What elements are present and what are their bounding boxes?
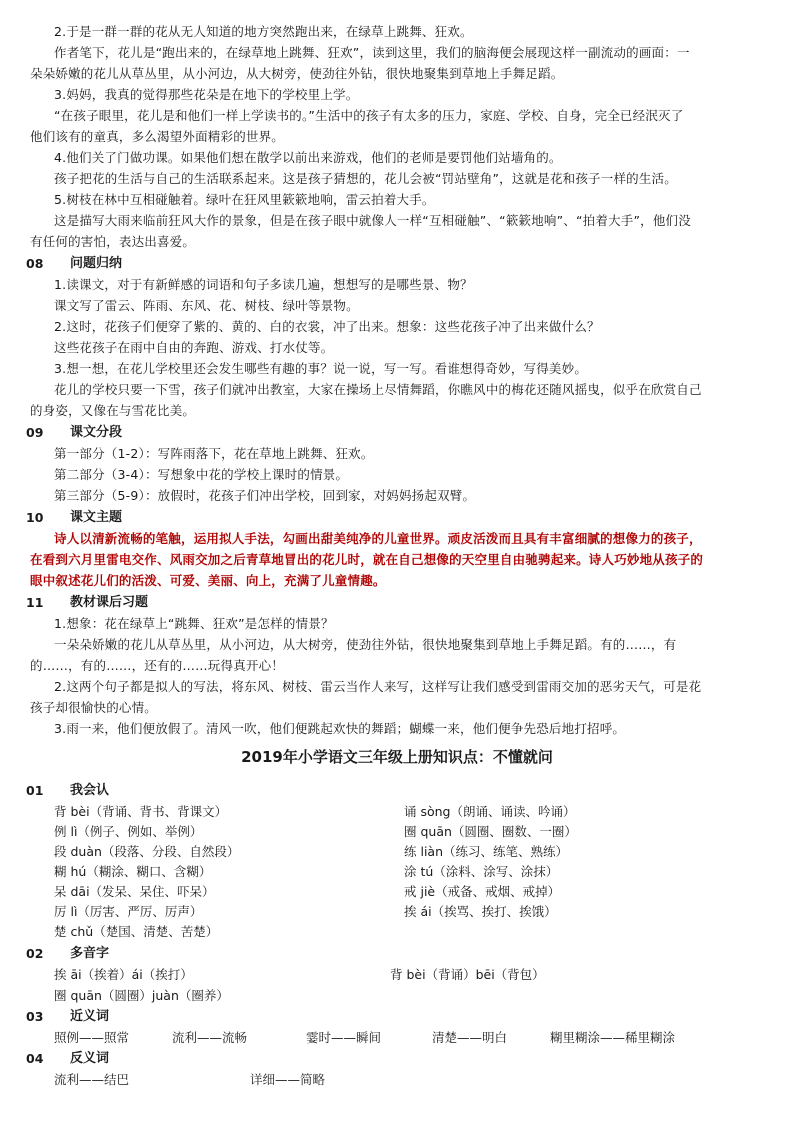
text-line: 孩子却很愉快的心情。: [30, 700, 158, 715]
char-item: 戒 jiè（戒备、戒烟、戒掉）: [404, 884, 561, 899]
text-line: 作者笔下，花儿是“跑出来的，在绿草地上跳舞、狂欢”，读到这里，我们的脑海便会展现这样一副流动的画面：一: [54, 45, 690, 60]
section-number: 02: [26, 946, 44, 961]
char-item: 例 lì（例子、例如、举例）: [54, 824, 203, 839]
char-item: 楚 chǔ（楚国、清楚、苦楚）: [54, 924, 219, 939]
section-heading: 近义词: [70, 1009, 110, 1024]
section-heading: 问题归纳: [70, 256, 123, 271]
text-line: 孩子把花的生活与自己的生活联系起来。这是孩子猜想的，花儿会被“罚站壁角”，这就是花和孩子一样的生活。: [54, 171, 677, 186]
char-item: 背 bèi（背诵、背书、背课文）: [54, 804, 228, 819]
theme-line: 在看到六月里雷电交作、风雨交加之后青草地冒出的花儿时，就在自己想像的天空里自由驰骋起来。诗人巧妙地从孩子的: [30, 552, 704, 567]
text-line: 这是描写大雨来临前狂风大作的景象，但是在孩子眼中就像人一样“互相碰触”、“簌簌地响”、“拍着大手”，他们没: [54, 213, 691, 228]
section-heading: 反义词: [70, 1051, 110, 1066]
char-item: 厉 lì（厉害、严厉、厉声）: [54, 904, 203, 919]
char-item: 诵 sòng（朗诵、诵读、吟诵）: [404, 804, 576, 819]
text-line: 课文写了雷云、阵雨、东风、花、树枝、绿叶等景物。: [54, 298, 359, 313]
polyphone-item: 挨 āi（挨着）ái（挨打）: [54, 967, 193, 982]
section-number: 01: [26, 783, 44, 798]
text-line: 1.读课文，对于有新鲜感的词语和句子多读几遍，想想写的是哪些景、物？: [54, 277, 473, 292]
section-number: 08: [26, 256, 44, 271]
section-number: 10: [26, 510, 44, 525]
text-line: 2.于是一群一群的花从无人知道的地方突然跑出来，在绿草上跳舞、狂欢。: [54, 24, 473, 39]
char-item: 涂 tú（涂料、涂写、涂抹）: [404, 864, 559, 879]
text-line: 2.这时，花孩子们便穿了紫的、黄的、白的衣裳，冲了出来。想象：这些花孩子冲了出来做什么？: [54, 319, 600, 334]
synonym-pair: 霎时——瞬间: [306, 1030, 382, 1045]
text-line: 花儿的学校只要一下雪，孩子们就冲出教室，大家在操场上尽情舞蹈，你瞧风中的梅花还随风摇曳，似乎在欣赏自己: [54, 382, 702, 397]
text-line: 4.他们关了门做功课。如果他们想在散学以前出来游戏，他们的老师是要罚他们站墙角的。: [54, 150, 562, 165]
theme-line: 眼中叙述花儿们的活泼、可爱、美丽、向上，充满了儿童情趣。: [30, 573, 386, 588]
section-number: 03: [26, 1009, 44, 1024]
text-line: 第一部分（1-2）：写阵雨落下，花在草地上跳舞、狂欢。: [54, 446, 374, 461]
text-line: 1.想象：花在绿草上“跳舞、狂欢”是怎样的情景？: [54, 616, 334, 631]
antonym-pair: 详细——简略: [250, 1072, 326, 1087]
section-number: 04: [26, 1051, 44, 1066]
section-heading: 课文分段: [70, 425, 123, 440]
char-item: 糊 hú（糊涂、糊口、含糊）: [54, 864, 212, 879]
text-line: 3.妈妈，我真的觉得那些花朵是在地下的学校里上学。: [54, 87, 359, 102]
section-number: 09: [26, 425, 44, 440]
section-number: 11: [26, 595, 44, 610]
antonym-pair: 流利——结巴: [54, 1072, 130, 1087]
text-line: 3.雨一来，他们便放假了。清风一吹，他们便跳起欢快的舞蹈；蝴蝶一来，他们便争先恐后地打招呼。: [54, 721, 626, 736]
page-title: 2019年小学语文三年级上册知识点：不懂就问: [241, 748, 553, 766]
text-line: 3.想一想，在花儿学校里还会发生哪些有趣的事？说一说，写一写。看谁想得奇妙，写得美妙。: [54, 361, 588, 376]
text-line: 5.树枝在林中互相碰触着。绿叶在狂风里簌簌地响，雷云拍着大手。: [54, 192, 435, 207]
section-heading: 我会认: [70, 783, 110, 798]
text-line: 这些花孩子在雨中自由的奔跑、游戏、打水仗等。: [54, 340, 334, 355]
polyphone-item: 背 bèi（背诵）bēi（背包）: [390, 967, 545, 982]
text-line: 的身姿，又像在与雪花比美。: [30, 403, 196, 418]
synonym-pair: 糊里糊涂——稀里糊涂: [550, 1030, 676, 1045]
text-line: 一朵朵娇嫩的花儿从草丛里，从小河边，从大树旁，使劲往外钻，很快地聚集到草地上手舞足蹈。有的……，有: [54, 637, 677, 652]
polyphone-item: 圈 quān（圆圈）juàn（圈养）: [54, 988, 229, 1003]
text-line: 第三部分（5-9）：放假时，花孩子们冲出学校，回到家，对妈妈扬起双臂。: [54, 488, 476, 503]
text-line: 朵朵娇嫩的花儿从草丛里，从小河边，从大树旁，使劲往外钻，很快地聚集到草地上手舞足蹈。: [30, 66, 564, 81]
section-heading: 课文主题: [70, 510, 123, 525]
text-line: 他们该有的童真，多么渴望外面精彩的世界。: [30, 129, 285, 144]
char-item: 段 duàn（段落、分段、自然段）: [54, 844, 240, 859]
text-line: 2.这两个句子都是拟人的写法，将东风、树枝、雷云当作人来写，这样写让我们感受到雷雨交加的恶劣天气，可是花: [54, 679, 702, 694]
text-line: “在孩子眼里，花儿是和他们一样上学读书的。”生活中的孩子有太多的压力，家庭、学校、自身，完全已经泯灭了: [54, 108, 684, 123]
char-item: 呆 dāi（发呆、呆住、吓呆）: [54, 884, 215, 899]
synonym-pair: 清楚——明白: [432, 1030, 508, 1045]
char-item: 挨 ái（挨骂、挨打、挨饿）: [404, 904, 557, 919]
text-line: 有任何的害怕，表达出喜爱。: [30, 234, 196, 249]
synonym-pair: 照例——照常: [54, 1030, 130, 1045]
section-heading: 多音字: [70, 946, 110, 961]
text-line: 的……，有的……，还有的……玩得真开心！: [30, 658, 285, 673]
section-heading: 教材课后习题: [70, 595, 149, 610]
char-item: 练 liàn（练习、练笔、熟练）: [404, 844, 569, 859]
char-item: 圈 quān（圆圈、圈数、一圈）: [404, 824, 577, 839]
synonym-pair: 流利——流畅: [172, 1030, 248, 1045]
theme-line: 诗人以清新流畅的笔触，运用拟人手法，勾画出甜美纯净的儿童世界。顽皮活泼而且具有丰富细腻的想像力的孩子，: [54, 531, 702, 546]
text-line: 第二部分（3-4）：写想象中花的学校上课时的情景。: [54, 467, 349, 482]
